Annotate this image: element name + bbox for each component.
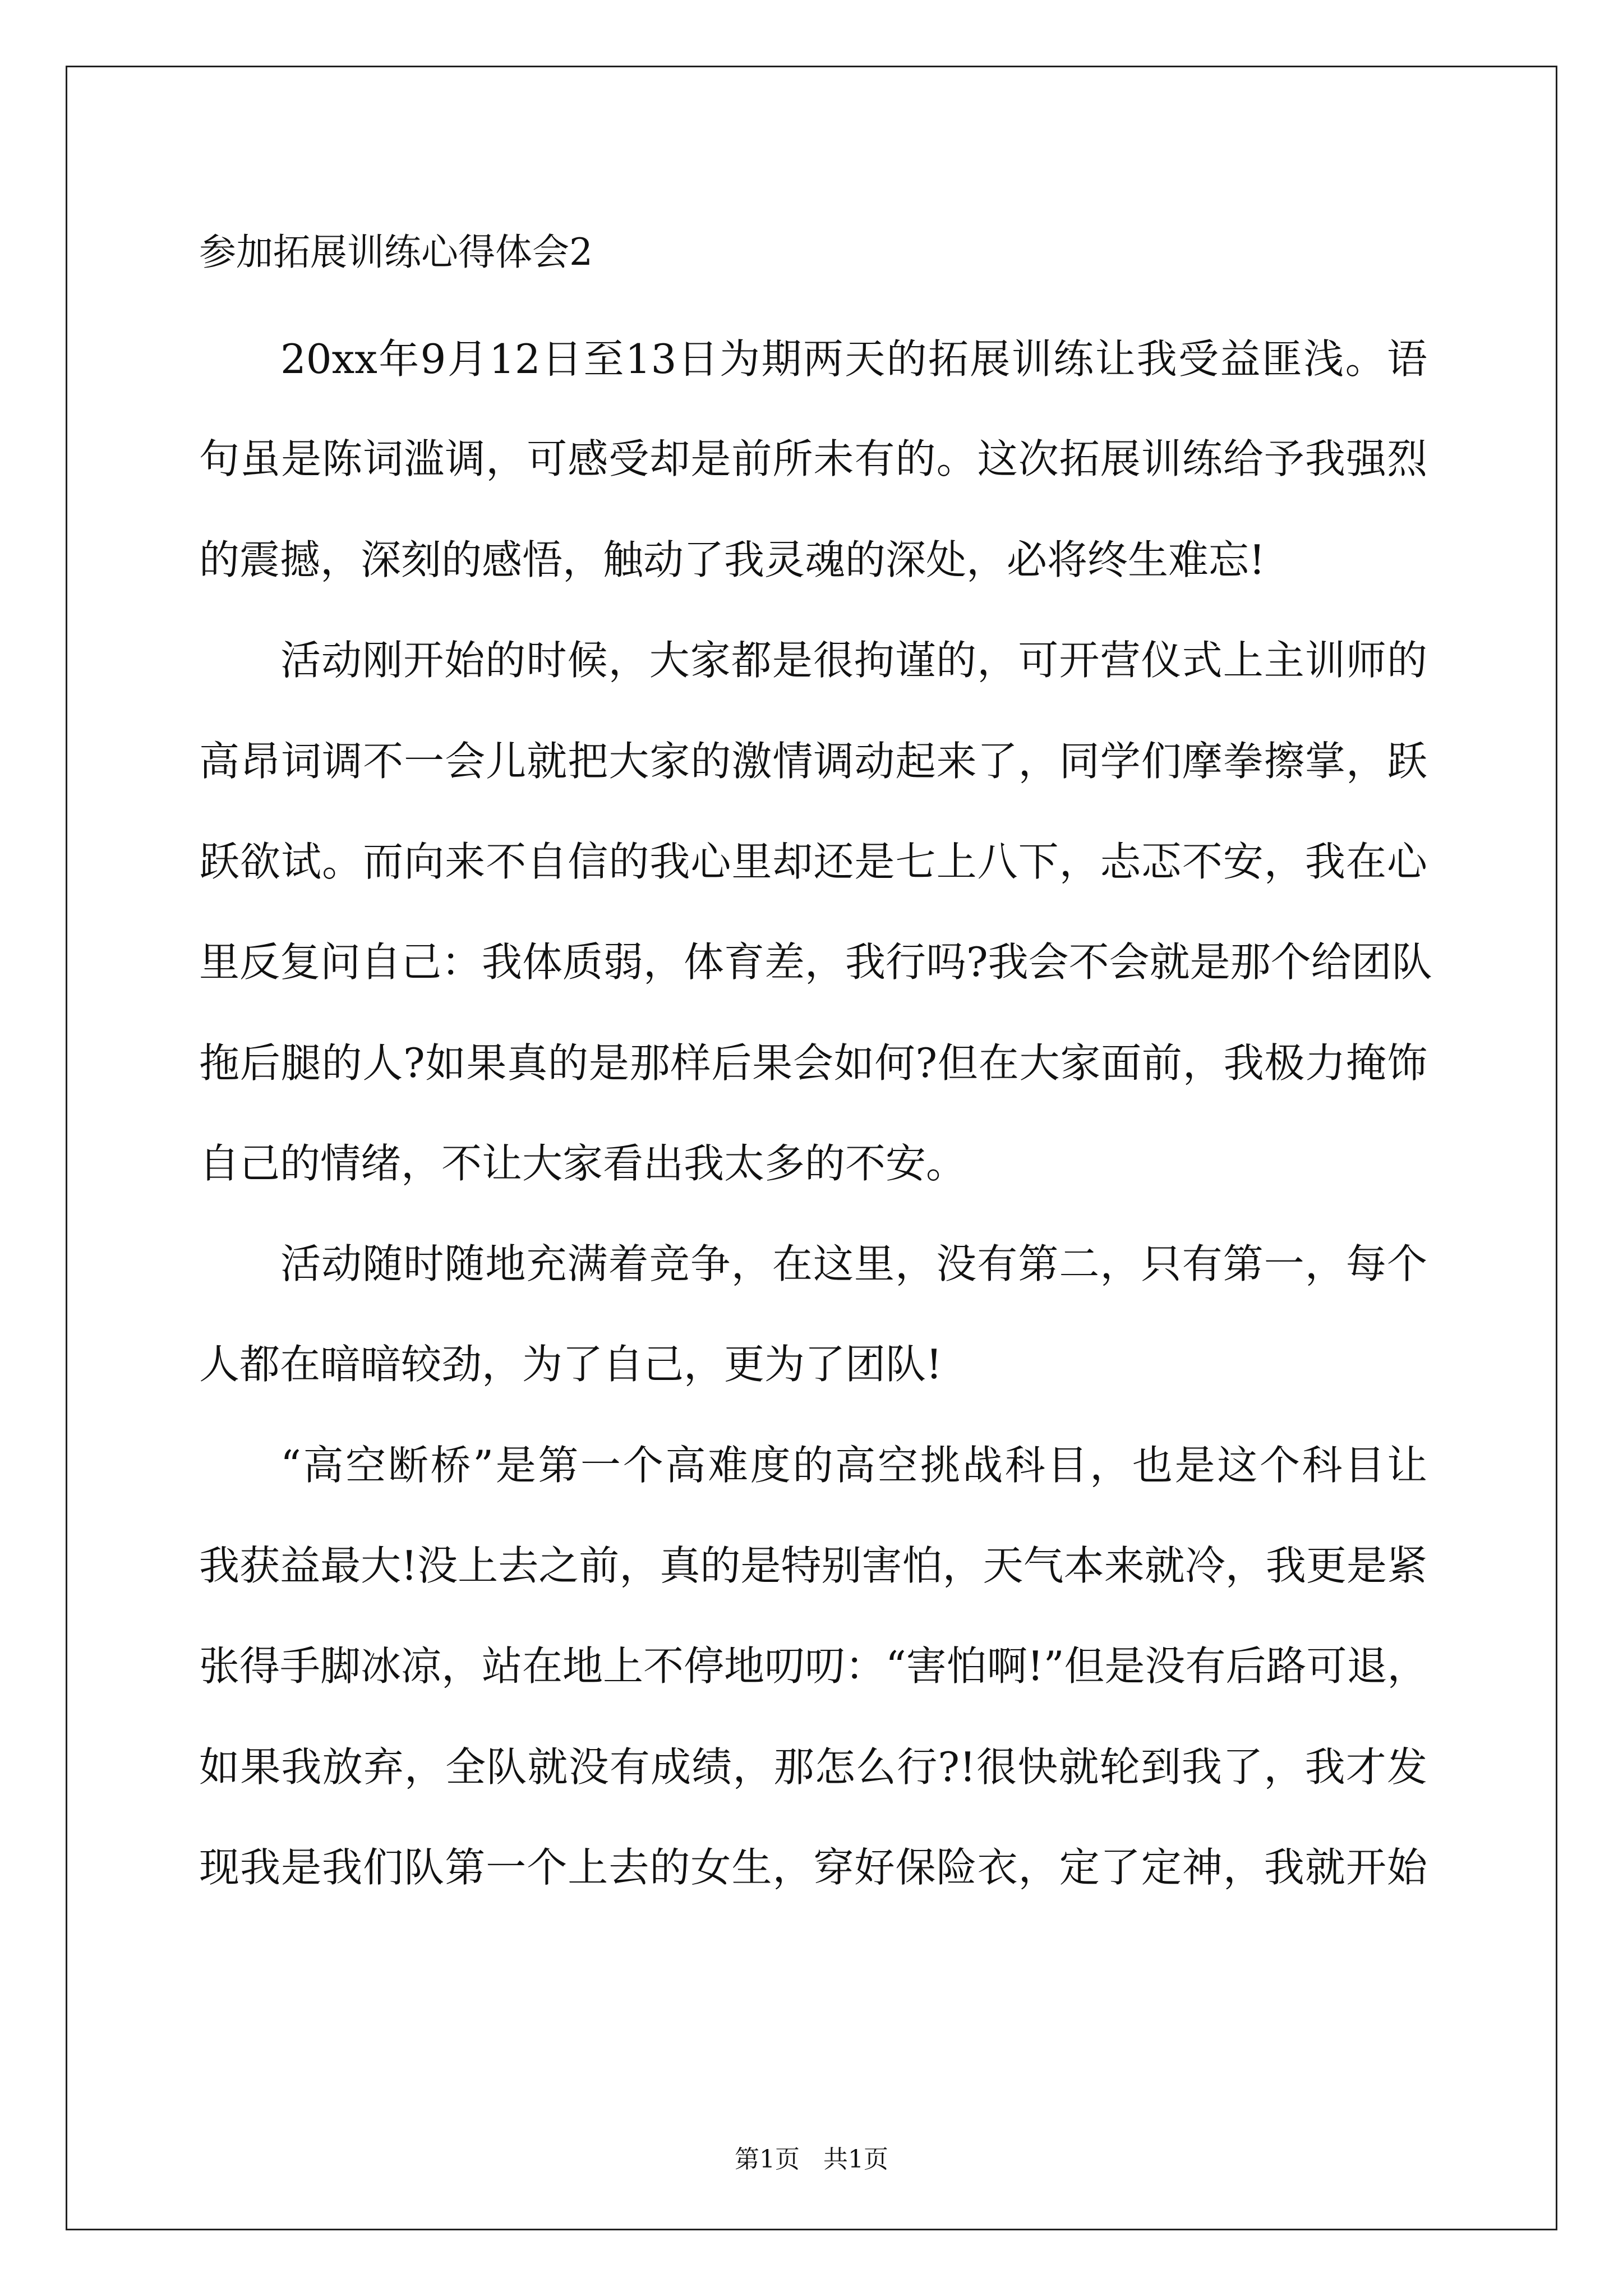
body-line-5: 高昂词调不一会儿就把大家的激情调动起来了，同学们摩拳擦掌，跃 [199,738,1427,785]
body-line-2: 句虽是陈词滥调，可感受却是前所未有的。这次拓展训练给予我强烈 [199,435,1427,482]
page-number-footer: 第1页 共1页 [735,2145,888,2174]
body-line-13: 我获益最大!没上去之前，真的是特别害怕，天气本来就冷，我更是紧 [199,1542,1427,1589]
body-line-12: “高空断桥”是第一个高难度的高空挑战科目，也是这个科目让 [280,1442,1427,1489]
body-line-1: 20xx年9月12日至13日为期两天的拓展训练让我受益匪浅。语 [280,335,1427,383]
body-line-16: 现我是我们队第一个上去的女生，穿好保险衣，定了定神，我就开始 [199,1844,1427,1891]
body-line-11: 人都在暗暗较劲，为了自己，更为了团队! [199,1341,942,1388]
body-line-3: 的震撼，深刻的感悟，触动了我灵魂的深处，必将终生难忘! [199,536,1265,583]
body-line-6: 跃欲试。而向来不自信的我心里却还是七上八下，忐忑不安，我在心 [199,838,1427,885]
body-line-15: 如果我放弃，全队就没有成绩，那怎么行?!很快就轮到我了，我才发 [199,1743,1427,1791]
document-title: 参加拓展训练心得体会2 [199,231,593,274]
body-line-7: 里反复问自己：我体质弱，体育差，我行吗?我会不会就是那个给团队 [199,938,1432,986]
body-line-10: 活动随时随地充满着竞争，在这里，没有第二，只有第一，每个 [280,1240,1427,1287]
body-line-4: 活动刚开始的时候，大家都是很拘谨的，可开营仪式上主训师的 [280,637,1427,684]
body-line-9: 自己的情绪，不让大家看出我太多的不安。 [199,1140,967,1187]
body-line-14: 张得手脚冰凉，站在地上不停地叨叨：“害怕啊!”但是没有后路可退， [199,1642,1428,1690]
body-line-8: 拖后腿的人?如果真的是那样后果会如何?但在大家面前，我极力掩饰 [199,1039,1427,1087]
